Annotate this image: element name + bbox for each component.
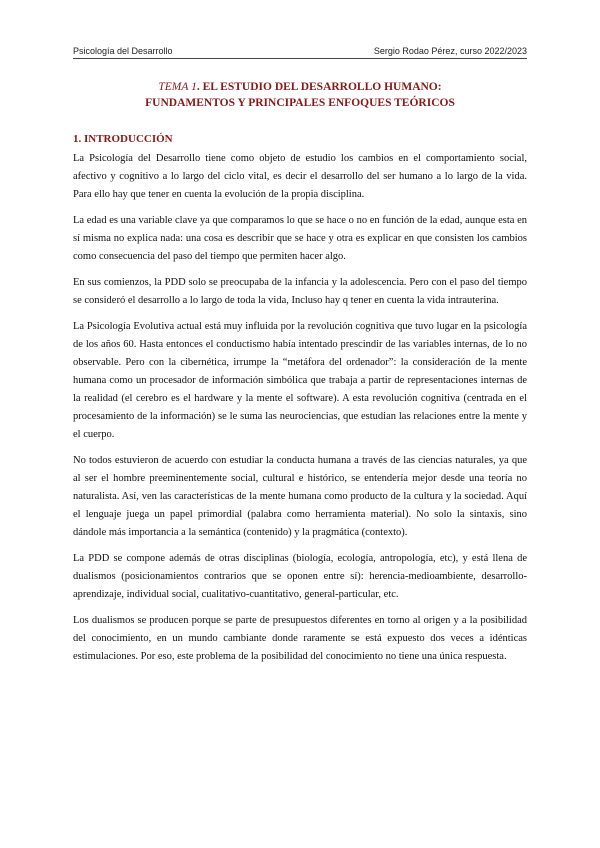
body-text (73, 150, 527, 674)
page-header (73, 46, 527, 56)
paragraph: En sus comienzos, la PDD solo se preocupaba de la infancia y la adolescencia. Pero con el paso del tiempo se consideró el desarrollo a lo largo de toda la vida, Incluso hay q tener en cuenta la vida intrauterina. (73, 277, 527, 306)
title-line-1 (73, 79, 527, 95)
paragraph: La edad es una variable clave ya que comparamos lo que se hace o no en función de la edad, aunque esta en sí misma no explica nada: una cosa es describir que se hace y otra es explicar en que consisten los cambios como consecuencia del paso del tiempo que permiten hacer algo. (73, 215, 527, 262)
paragraph: Los dualismos se producen porque se parte de presupuestos diferentes en torno al origen y a la posibilidad del conocimiento, en un mundo cambiante donde raramente se está expuesto dos veces a idénticas estimulaciones. Por eso, este problema de la posibilidad del conocimiento no tiene una única respuesta. (73, 615, 527, 662)
title-line-1-text: . EL ESTUDIO DEL DESARROLLO HUMANO: (196, 81, 442, 93)
paragraph: No todos estuvieron de acuerdo con estudiar la conducta humana a través de las ciencias naturales, ya que al ser el hombre preeminentemente social, cultural e histórico, se entendería mejor desde una teoría no naturalista. Así, ven las características de la mente humana como producto de la cultura y la sociedad. Aquí el lenguaje juega un papel primordial (palabra como herramienta material). No solo la sintaxis, sino dándole más importancia a la semántica (contenido) y la pragmática (contexto). (73, 455, 527, 538)
paragraph: La PDD se compone además de otras disciplinas (biología, ecología, antropología, etc), y está llena de dualismos (posicionamientos contrarios que se oponen entre sí): herencia-medioambiente, desarrollo-aprendizaje, individual social, cualitativo-cuantitativo, general-particular, etc. (73, 553, 527, 600)
section-heading: 1. INTRODUCCIÓN (73, 133, 173, 145)
title-prefix: TEMA 1 (158, 81, 197, 93)
document-title (73, 79, 527, 111)
paragraph: La Psicología Evolutiva actual está muy influida por la revolución cognitiva que tuvo lugar en la psicología de los años 60. Hasta entonces el conductismo había intentado prescindir de las variables internas, de lo no observable. Pero con la cibernética, irrumpe la “metáfora del ordenador”: la consideración de la mente humana como un procesador de información simbólica que trabaja a partir de representaciones internas de la realidad (el cerebro es el hardware y la mente el software). A esta revolución cognitiva (centrada en el procesamiento de la información) se le suma las neurociencias, que estudian las relaciones entre la mente y el cuerpo. (73, 321, 527, 440)
header-author-course: Sergio Rodao Pérez, curso 2022/2023 (373, 46, 527, 56)
paragraph: La Psicología del Desarrollo tiene como objeto de estudio los cambios en el comportamiento social, afectivo y cognitivo a lo largo del ciclo vital, es decir el desarrollo del ser humano a lo largo de la vida. Para ello hay que tener en cuenta la evolución de la propia disciplina. (73, 153, 527, 200)
header-course-title: Psicología del Desarrollo (73, 46, 173, 56)
header-divider (73, 58, 527, 59)
title-line-2: FUNDAMENTOS Y PRINCIPALES ENFOQUES TEÓRICOS (145, 97, 455, 109)
